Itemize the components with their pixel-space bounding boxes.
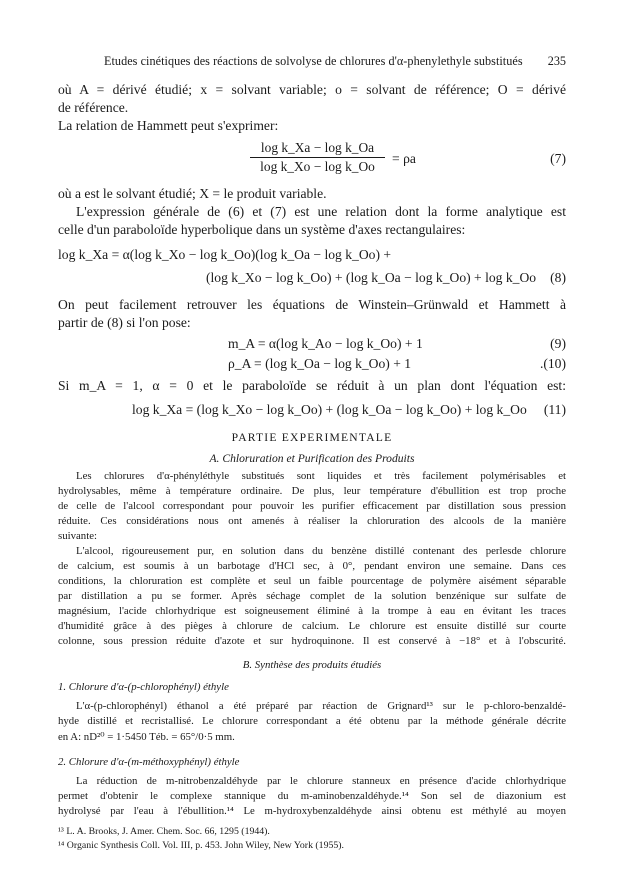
paragraph-a-line: Les chlorures d'α-phényléthyle substitués sont liquides et très facilement polymérisables et [76, 470, 566, 482]
item-2-line: permet d'obtenir le complexe stannique du m-aminobenzaldéhyde.¹⁴ Son sel de diazonium est [58, 790, 566, 802]
item-1-title: 1. Chlorure d'α-(p-chlorophényl) éthyle [58, 681, 229, 693]
para1-line-1: où a est le solvant étudié; X = le produit variable. [58, 186, 327, 201]
page-number: 235 [547, 54, 566, 68]
equation-11: log k_Xa = (log k_Xo − log k_Oo) + (log k_Oa − log k_Oo) + log k_Oo [132, 402, 527, 417]
intro-line-1: où A = dérivé étudié; x = solvant variable; o = solvant de référence; O = dérivé [58, 82, 566, 97]
para1-line-3: celle d'un paraboloïde hyperbolique dans un système d'axes rectangulaires: [58, 222, 466, 237]
paragraph-a-line: suivante: [58, 530, 97, 542]
equation-7-number: (7) [550, 151, 566, 166]
paragraph-a-line: de celle de l'alcool correspondant pour pouvoir les purifier efficacement par distillation sous pression [58, 500, 566, 512]
item-2-line: La réduction de m-nitrobenzaldéhyde par le chlorure stanneux en présence d'acide chlorhydrique [76, 775, 566, 787]
paragraph-a-line: réduite. Ces considérations nous ont amenés à réaliser la chloruration des alcools de la manière [58, 515, 566, 527]
item-1-line: L'α-(p-chlorophényl) éthanol a été préparé par réaction de Grignard¹³ sur le p-chloro-benzaldé- [76, 700, 566, 712]
running-header: Etudes cinétiques des réactions de solvolyse de chlorures d'α-phenylethyle substitués [104, 54, 523, 68]
item-1-line: en A: nD²⁰ = 1·5450 Téb. = 65°/0·5 mm. [58, 731, 235, 743]
paragraph-a-line: hydrolysables, même à température ordinaire. De plus, leur température d'ébullition est trop proche [58, 485, 566, 497]
footnote-14: ¹⁴ Organic Synthesis Coll. Vol. III, p. 453. John Wiley, New York (1955). [58, 840, 344, 851]
item-2-title: 2. Chlorure d'α-(m-méthoxyphényl) éthyle [58, 756, 240, 768]
equation-9-number: (9) [550, 336, 566, 351]
equation-7-numerator: log k_Xa − log k_Oa [250, 140, 385, 158]
section-title: PARTIE EXPERIMENTALE [231, 431, 393, 444]
paragraph-b-line: conditions, la chloruration est complète et seul un faible pourcentage de polymère aisément séparable [58, 575, 566, 587]
item-2-line: hydrolysé par l'eau à l'ébullition.¹⁴ Le m-hydroxybenzaldéhyde ainsi obtenu est méthylé au moyen [58, 805, 566, 817]
intro-line-3: La relation de Hammett peut s'exprimer: [58, 118, 279, 133]
equation-8-line-1: log k_Xa = α(log k_Xo − log k_Oo)(log k_Oa − log k_Oo) + [58, 247, 392, 262]
equation-8-line-2: (log k_Xo − log k_Oo) + (log k_Oa − log k_Oo) + log k_Oo [206, 270, 537, 285]
equation-10: ρ_A = (log k_Oa − log k_Oo) + 1 [228, 356, 412, 371]
paragraph-b-line: L'alcool, rigoureusement pur, en solution dans du benzène distillé contenant des perlesde chlorure [76, 545, 566, 557]
subsection-b-title: B. Synthèse des produits étudiés [242, 659, 382, 671]
footnote-13: ¹³ L. A. Brooks, J. Amer. Chem. Soc. 66, 1295 (1944). [58, 826, 270, 837]
para2-line-2: partir de (8) si l'on pose: [58, 315, 191, 330]
equation-7-denominator: log k_Xo − log k_Oo [260, 159, 375, 174]
paragraph-b-line: d'humidité grâce à des pièges à chlorure de calcium. Le chlorure est ensuite distillé sur courte [58, 620, 566, 632]
paragraph-b-line: par distillation a pu se former. Après séchage complet de la solution benzénique sur sulfate de [58, 590, 566, 602]
intro-line-2: de référence. [58, 100, 129, 115]
para3-line-1: Si m_A = 1, α = 0 et le paraboloïde se réduit à un plan dont l'équation est: [58, 378, 566, 393]
paragraph-b-line: magnésium, l'acide chlorhydrique est soigneusement éliminé à la trompe à eau en évitant les traces [58, 605, 566, 617]
paragraph-b-line: colonne, sous pression réduite d'azote et sur hydroquinone. Il est conservé à −18° et à l'obscurité. [58, 635, 566, 647]
para2-line-1: On peut facilement retrouver les équations de Winstein–Grünwald et Hammett à [58, 297, 566, 312]
equation-9: m_A = α(log k_Ao − log k_Oo) + 1 [228, 336, 423, 351]
equation-11-number: (11) [543, 402, 566, 417]
subsection-a-title: A. Chloruration et Purification des Produits [209, 452, 415, 465]
item-1-line: hyde distillé et recristallisé. Le chlorure correspondant a été obtenu par la méthode générale décrite [58, 715, 566, 727]
para1-line-2: L'expression générale de (6) et (7) est une relation dont la forme analytique est [76, 204, 566, 219]
paragraph-b-line: de calcium, est soumis à un barbotage d'HCl sec, à 0°, pendant environ une semaine. Dans ces [58, 560, 566, 572]
equation-10-number: .(10) [539, 356, 566, 371]
equation-7-fraction [250, 140, 385, 175]
equation-7-rhs: = ρa [392, 151, 416, 166]
equation-8-number: (8) [550, 270, 566, 285]
